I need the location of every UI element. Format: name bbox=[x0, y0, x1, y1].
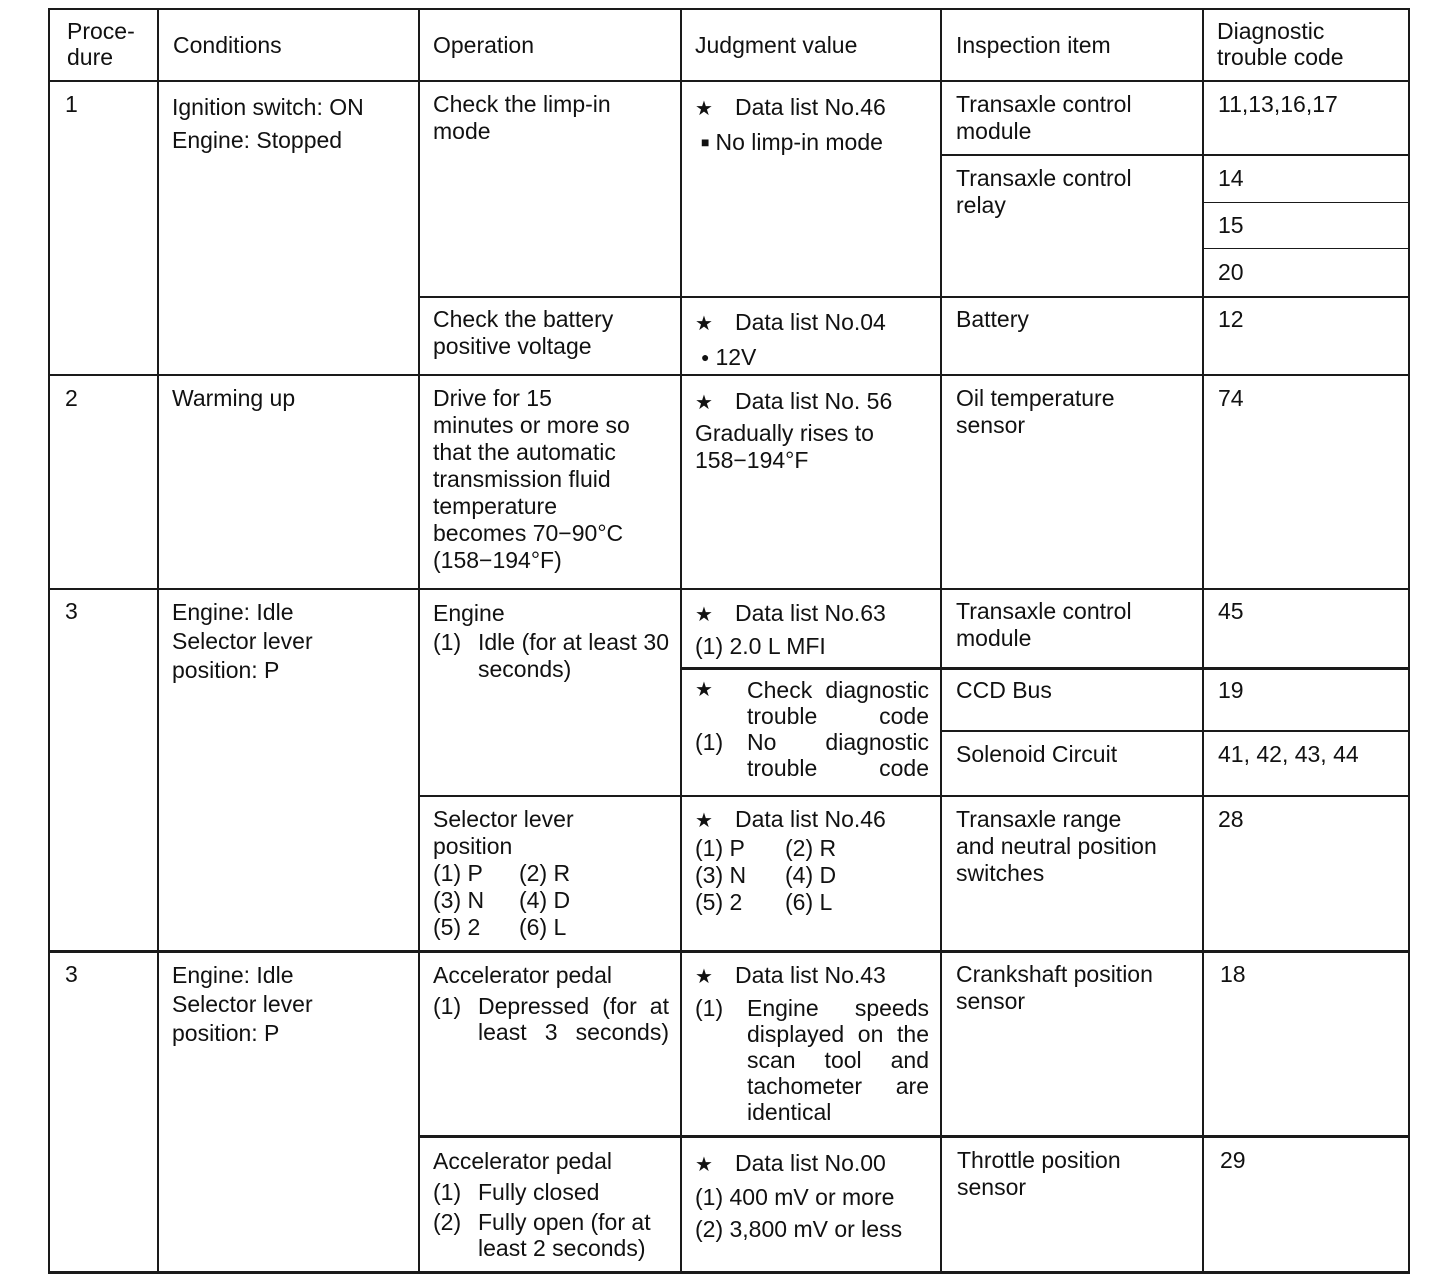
header-conditions: Conditions bbox=[173, 32, 282, 58]
step-number: (1) bbox=[433, 1179, 462, 1205]
rule bbox=[1203, 202, 1410, 203]
bullet-icon: ■ bbox=[701, 134, 710, 150]
rule-col bbox=[940, 8, 942, 1274]
judgment-step bbox=[695, 995, 929, 1125]
dtc-value: 12 bbox=[1218, 306, 1244, 332]
header-procedure-line: Proce- bbox=[67, 18, 135, 44]
conditions-line: Selector lever bbox=[172, 991, 313, 1017]
procedure-number: 3 bbox=[65, 961, 78, 987]
star-icon: ★ bbox=[695, 313, 713, 335]
inspection-line: Oil temperature bbox=[956, 385, 1115, 411]
rule bbox=[418, 296, 1410, 298]
judgment-text: 158−194°F bbox=[695, 447, 809, 473]
rule bbox=[48, 950, 1410, 953]
inspection-item bbox=[957, 1147, 1121, 1201]
position-value: (3) N bbox=[433, 887, 485, 913]
rule-col bbox=[1202, 8, 1204, 1274]
position-pair bbox=[433, 887, 574, 914]
conditions bbox=[172, 91, 364, 157]
data-list-label: Data list No.63 bbox=[735, 600, 886, 626]
rule bbox=[48, 588, 1410, 590]
position-pair bbox=[695, 862, 886, 889]
inspection-line: Transaxle control bbox=[956, 598, 1132, 624]
inspection-item: Solenoid Circuit bbox=[956, 741, 1118, 767]
dtc-value: 14 bbox=[1218, 165, 1244, 191]
conditions bbox=[172, 598, 313, 685]
data-list-label: Data list No.00 bbox=[735, 1150, 886, 1176]
rule bbox=[1203, 248, 1410, 249]
position-value: (5) 2 bbox=[433, 914, 481, 940]
judgment-text: (1) 400 mV or more bbox=[695, 1184, 895, 1210]
inspection-line: Throttle position bbox=[957, 1147, 1121, 1173]
inspection-line: Transaxle range bbox=[956, 806, 1122, 832]
inspection-line: module bbox=[956, 118, 1032, 144]
rule bbox=[941, 154, 1410, 156]
operation-line: position bbox=[433, 833, 513, 859]
dtc-value: 45 bbox=[1218, 598, 1244, 624]
inspection-item bbox=[956, 961, 1153, 1015]
position-value: (3) N bbox=[695, 862, 747, 888]
header-inspection-item: Inspection item bbox=[956, 32, 1111, 58]
judgment-value bbox=[695, 598, 886, 662]
judgment-value bbox=[695, 806, 886, 916]
operation bbox=[433, 1147, 669, 1261]
judgment-text: 12V bbox=[715, 344, 757, 370]
position-value: (5) 2 bbox=[695, 889, 743, 915]
procedure-number: 2 bbox=[65, 385, 78, 411]
rule bbox=[941, 730, 1410, 732]
operation-line: mode bbox=[433, 118, 491, 144]
judgment-text: No limp-in mode bbox=[715, 129, 883, 155]
conditions bbox=[172, 961, 313, 1048]
position-pair bbox=[433, 914, 574, 941]
rule-right bbox=[1408, 8, 1410, 1274]
operation-line: Check the limp-in bbox=[433, 91, 611, 117]
operation-line: transmission fluid bbox=[433, 466, 611, 492]
conditions-line: Engine: Stopped bbox=[172, 127, 343, 153]
dtc-value: 20 bbox=[1218, 259, 1244, 285]
dtc-value: 29 bbox=[1220, 1147, 1246, 1173]
judgment-value bbox=[695, 385, 892, 474]
rule-left bbox=[48, 8, 50, 1274]
star-icon: ★ bbox=[695, 679, 713, 701]
inspection-item: Battery bbox=[956, 306, 1029, 332]
inspection-line: and neutral position bbox=[956, 833, 1157, 859]
step-number: (2) bbox=[433, 1209, 462, 1235]
judgment-check bbox=[695, 677, 929, 729]
rule bbox=[418, 795, 1410, 797]
operation bbox=[433, 598, 669, 683]
inspection-item: CCD Bus bbox=[956, 677, 1052, 703]
inspection-item bbox=[956, 91, 1132, 145]
star-icon: ★ bbox=[695, 966, 713, 988]
judgment-value bbox=[695, 961, 929, 1125]
inspection-line: sensor bbox=[956, 988, 1026, 1014]
step-number: (1) bbox=[433, 629, 462, 655]
header-dtc-line: trouble code bbox=[1217, 44, 1344, 70]
inspection-line: relay bbox=[956, 192, 1006, 218]
operation-line: Selector lever bbox=[433, 806, 574, 832]
conditions-line: Engine: Idle bbox=[172, 599, 294, 625]
operation-line: Check the battery bbox=[433, 306, 614, 332]
position-pair bbox=[433, 860, 574, 887]
operation bbox=[433, 961, 669, 1045]
conditions-line: Ignition switch: ON bbox=[172, 94, 364, 120]
rule bbox=[681, 667, 1410, 670]
rule bbox=[48, 374, 1410, 376]
position-value: (1) P bbox=[695, 835, 745, 861]
conditions-line: Engine: Idle bbox=[172, 962, 294, 988]
position-pair bbox=[695, 835, 886, 862]
inspection-line: sensor bbox=[956, 412, 1026, 438]
judgment-value bbox=[695, 306, 886, 374]
operation-step bbox=[433, 1209, 669, 1261]
header-procedure-line: dure bbox=[67, 44, 114, 70]
operation-line: temperature bbox=[433, 493, 558, 519]
star-icon: ★ bbox=[695, 1154, 713, 1176]
header-dtc bbox=[1217, 18, 1344, 70]
position-value: (2) R bbox=[785, 835, 837, 861]
step-text: Fully closed bbox=[478, 1179, 600, 1205]
operation-line: becomes 70−90°C bbox=[433, 520, 624, 546]
judgment-value bbox=[695, 91, 886, 159]
inspection-line: Transaxle control bbox=[956, 165, 1132, 191]
data-list-label: Data list No.46 bbox=[735, 94, 886, 120]
data-list-label: Data list No.43 bbox=[735, 962, 886, 988]
operation-line: Drive for 15 bbox=[433, 385, 552, 411]
operation-line: minutes or more so bbox=[433, 412, 630, 438]
conditions: Warming up bbox=[172, 385, 296, 411]
inspection-item bbox=[956, 165, 1132, 219]
step-number: (1) bbox=[695, 729, 724, 755]
rule-bottom bbox=[48, 1271, 1410, 1274]
rule-header bbox=[48, 80, 1410, 82]
dtc-value: 41, 42, 43, 44 bbox=[1218, 741, 1359, 767]
operation bbox=[433, 385, 630, 574]
dtc-value: 74 bbox=[1218, 385, 1244, 411]
inspection-line: Crankshaft position bbox=[956, 961, 1153, 987]
judgment-text: Engine speeds displayed on the scan tool and tachometer are identical bbox=[747, 995, 929, 1125]
conditions-line: Selector lever bbox=[172, 628, 313, 654]
procedure-number: 3 bbox=[65, 598, 78, 624]
data-list-label: Data list No.04 bbox=[735, 309, 886, 335]
inspection-item bbox=[956, 385, 1115, 439]
position-value: (4) D bbox=[785, 862, 837, 888]
step-text: Fully open (for at least 2 seconds) bbox=[478, 1209, 651, 1261]
step-text: Depressed (for at least 3 seconds) bbox=[478, 993, 669, 1045]
step-number: (1) bbox=[695, 995, 724, 1021]
header-dtc-line: Diagnostic bbox=[1217, 18, 1325, 44]
rule-top bbox=[48, 8, 1410, 10]
operation bbox=[433, 91, 611, 145]
judgment-value bbox=[695, 677, 929, 781]
rule-col bbox=[157, 8, 159, 1274]
operation-step bbox=[433, 1179, 669, 1205]
inspection-item bbox=[956, 806, 1157, 887]
dtc-value: 15 bbox=[1218, 212, 1244, 238]
inspection-line: Transaxle control bbox=[956, 91, 1132, 117]
step-text: Idle (for at least 30 seconds) bbox=[478, 629, 669, 682]
dtc-value: 11,13,16,17 bbox=[1218, 91, 1338, 117]
star-icon: ★ bbox=[695, 392, 713, 414]
judgment-text: (2) 3,800 mV or less bbox=[695, 1216, 903, 1242]
judgment-text: No diagnostic trouble code bbox=[747, 729, 929, 781]
star-icon: ★ bbox=[695, 810, 713, 832]
judgment-text: Check diagnostic trouble code bbox=[747, 677, 929, 729]
judgment-text: (1) 2.0 L MFI bbox=[695, 633, 826, 659]
position-value: (6) L bbox=[519, 914, 567, 940]
operation-line: (158−194°F) bbox=[433, 547, 562, 573]
bullet-icon: ● bbox=[701, 349, 710, 365]
rule-col bbox=[680, 8, 682, 1274]
judgment-step bbox=[695, 729, 929, 781]
step-number: (1) bbox=[433, 993, 462, 1019]
position-value: (2) R bbox=[519, 860, 571, 886]
operation-step bbox=[433, 993, 669, 1045]
operation bbox=[433, 306, 613, 360]
dtc-value: 18 bbox=[1220, 961, 1246, 987]
rule-col bbox=[418, 8, 420, 1274]
operation-title: Accelerator pedal bbox=[433, 1148, 612, 1174]
position-value: (6) L bbox=[785, 889, 833, 915]
conditions-line: position: P bbox=[172, 1020, 280, 1046]
conditions-line: position: P bbox=[172, 657, 280, 683]
rule bbox=[418, 1135, 1410, 1138]
dtc-value: 19 bbox=[1218, 677, 1244, 703]
operation-title: Engine bbox=[433, 600, 505, 626]
data-list-label: Data list No.46 bbox=[735, 806, 886, 832]
judgment-value bbox=[695, 1147, 902, 1245]
header-procedure bbox=[67, 18, 135, 70]
inspection-line: sensor bbox=[957, 1174, 1027, 1200]
operation-line: that the automatic bbox=[433, 439, 616, 465]
operation-title: Accelerator pedal bbox=[433, 962, 612, 988]
position-value: (4) D bbox=[519, 887, 571, 913]
star-icon: ★ bbox=[695, 604, 713, 626]
inspection-line: module bbox=[956, 625, 1032, 651]
star-icon: ★ bbox=[695, 98, 713, 120]
position-pair bbox=[695, 889, 886, 916]
position-value: (1) P bbox=[433, 860, 483, 886]
operation-step bbox=[433, 629, 669, 683]
dtc-value: 28 bbox=[1218, 806, 1244, 832]
operation bbox=[433, 806, 574, 941]
header-operation: Operation bbox=[433, 32, 535, 58]
inspection-line: switches bbox=[956, 860, 1045, 886]
inspection-item bbox=[956, 598, 1132, 652]
header-judgment-value: Judgment value bbox=[695, 32, 858, 58]
procedure-number: 1 bbox=[65, 91, 78, 117]
operation-line: positive voltage bbox=[433, 333, 592, 359]
data-list-label: Data list No. 56 bbox=[735, 388, 893, 414]
judgment-text: Gradually rises to bbox=[695, 420, 874, 446]
